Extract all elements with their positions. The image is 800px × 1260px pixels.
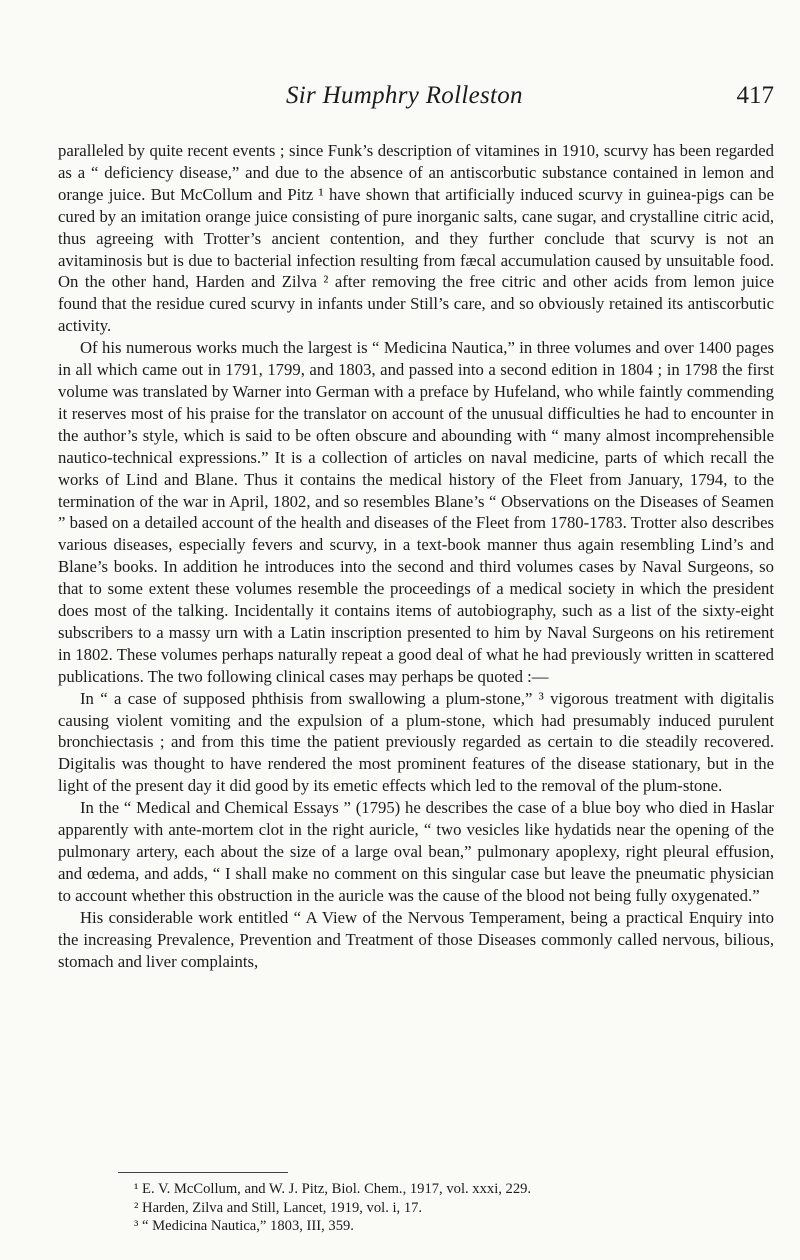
body-text <box>58 140 774 972</box>
page-number: 417 <box>736 82 774 109</box>
footnote: ² Harden, Zilva and Still, Lancet, 1919, vol. i, 17. <box>134 1199 423 1216</box>
paragraph: In the “ Medical and Chemical Essays ” (1795) he describes the case of a blue boy who died in Haslar apparently with ante-mortem clot in the right auricle, “ two vesicles like hydatids near the opening of the pulmonary artery, each about the size of a large oval bean,” pulmonary apoplexy, right pleural effusion, and œdema, and adds, “ I shall make no comment on this singular case but leave the pneumatic physician to account whether this obstruction in the auricle was the cause of the blood not being fully oxygenated.” <box>58 798 774 905</box>
page-header <box>58 82 774 122</box>
footnote: ¹ E. V. McCollum, and W. J. Pitz, Biol. Chem., 1917, vol. xxxi, 229. <box>134 1181 532 1197</box>
paragraph: His considerable work entitled “ A View of the Nervous Temperament, being a practical Enquiry into the increasing Prevalence, Prevention and Treatment of those Diseases commonly called nervous, bilious, stomach and liver complaints, <box>58 907 774 971</box>
footnotes <box>58 1180 774 1236</box>
running-head: Sir Humphry Rolleston <box>286 82 523 109</box>
footnote: ³ “ Medicina Nautica,” 1803, III, 359. <box>134 1218 354 1234</box>
footnote-divider <box>118 1172 288 1173</box>
paragraph: paralleled by quite recent events ; since Funk’s description of vitamines in 1910, scurvy has been regarded as a “ deficiency disease,” and due to the absence of an antiscorbutic substance contained in lemon and orange juice. But McCollum and Pitz ¹ have shown that artificially induced scurvy in guinea-pigs can be cured by an imitation orange juice consisting of pure inorganic salts, cane sugar, and crystalline citric acid, thus agreeing with Trotter’s ancient contention, and they further conclude that scurvy is not an avitaminosis but is due to bacterial infection resulting from fæcal accumulation caused by unsuitable food. On the other hand, Harden and Zilva ² after removing the free citric and other acids from lemon juice found that the residue cured scurvy in infants under Still’s care, and so obviously retained its antiscorbutic activity. <box>58 141 774 336</box>
paragraph: Of his numerous works much the largest is “ Medicina Nautica,” in three volumes and over 1400 pages in all which came out in 1791, 1799, and 1803, and passed into a second edition in 1804 ; in 1798 the first volume was translated by Warner into German with a preface by Hufeland, who while faintly commending it reserves most of his praise for the translator on account of the unusual difficulties he had to encounter in the author’s style, which is said to be often obscure and abounding with “ many almost incomprehensible nautico-technical expressions.” It is a collection of articles on naval medicine, parts of which recall the works of Lind and Blane. Thus it contains the medical history of the Fleet from January, 1794, to the termination of the war in April, 1802, and so resembles Blane’s “ Observations on the Diseases of Seamen ” based on a detailed account of the health and diseases of the Fleet from 1780-1783. Trotter also describes various diseases, especially fevers and scurvy, in a text-book manner thus again resembling Lind’s and Blane’s books. In addition he introduces into the second and third volumes cases by Naval Surgeons, so that to some extent these volumes resemble the proceedings of a medical society in which the president does most of the talking. Incidentally it contains items of autobiography, such as a list of the sixty-eight subscribers to a massy urn with a Latin inscription presented to him by Naval Surgeons on his retirement in 1802. These volumes perhaps naturally repeat a good deal of what he had previously written in scattered publications. The two following clinical cases may perhaps be quoted :— <box>58 338 774 686</box>
paragraph: In “ a case of supposed phthisis from swallowing a plum-stone,” ³ vigorous treatment with digitalis causing violent vomiting and the expulsion of a plum-stone, which had presumably induced purulent bronchiectasis ; and from this time the patient previously regarded as certain to die steadily recovered. Digitalis was thought to have rendered the most prominent features of the disease stationary, but in the light of the present day it did good by its emetic effects which led to the removal of the plum-stone. <box>58 688 774 796</box>
